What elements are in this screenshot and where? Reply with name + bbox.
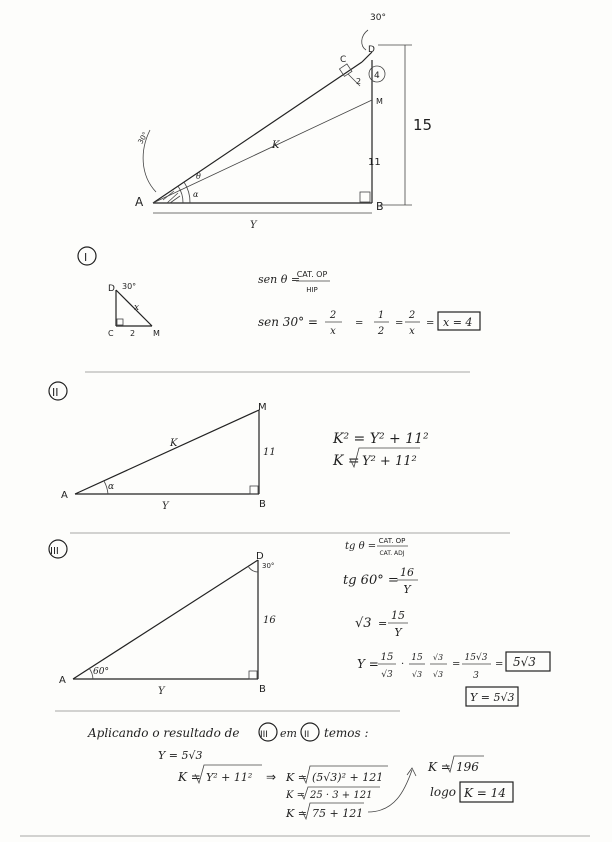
sqrt3-lhs: √3 xyxy=(355,616,372,631)
intro-ii: II xyxy=(304,730,310,740)
k3-rad: 25 · 3 + 121 xyxy=(310,790,373,801)
tri2-right-mark xyxy=(250,486,258,494)
tri3-b: B xyxy=(259,684,266,695)
tg-def-num: CAT. OP xyxy=(378,537,406,545)
tg-def-lhs: tg θ = xyxy=(345,541,377,552)
tri3-y: Y xyxy=(158,686,165,697)
intro-post: temos : xyxy=(324,726,369,740)
label-k: K xyxy=(272,140,280,151)
eq-a: = xyxy=(355,318,364,329)
y-f3-den: √3 xyxy=(432,670,444,679)
tri2-hyp xyxy=(75,410,259,494)
segment-am xyxy=(153,100,372,203)
small-tri-x: x xyxy=(134,303,140,313)
y-value: Y = 5√3 xyxy=(158,749,203,762)
k-result: K = 14 xyxy=(464,786,506,800)
tri3-16: 16 xyxy=(263,615,276,626)
tri3-angle-60: 60° xyxy=(93,667,109,677)
frac-a-den: x xyxy=(330,326,336,337)
roman-3: III xyxy=(50,546,59,557)
intro-iii: III xyxy=(260,730,268,740)
label-b: B xyxy=(376,200,384,213)
small-tri-m: M xyxy=(153,329,160,338)
angle-arc-alpha xyxy=(178,186,183,203)
section-3 xyxy=(49,537,550,706)
main-figure xyxy=(135,13,432,231)
y-lhs: Y = xyxy=(357,657,379,671)
label-15: 15 xyxy=(413,116,433,134)
sen30-lhs: sen 30° = xyxy=(258,315,318,329)
section-2 xyxy=(49,382,429,512)
roman-1: I xyxy=(84,251,88,264)
y-f4-den: 3 xyxy=(473,671,479,681)
tri2-a: A xyxy=(61,490,68,501)
tri3-d: D xyxy=(256,551,264,562)
tg60-num: 16 xyxy=(400,566,414,579)
roman-2: II xyxy=(52,386,59,399)
frac-a-num: 2 xyxy=(329,310,337,321)
y-eq2: = xyxy=(495,659,504,670)
tri3-angle-30: 30° xyxy=(262,562,275,570)
y-eq: = xyxy=(452,659,461,670)
label-angle-top: 30° xyxy=(370,13,386,23)
result-x: x = 4 xyxy=(443,316,473,329)
small-tri-2: 2 xyxy=(130,329,136,338)
tri2-m: M xyxy=(258,402,267,413)
y-result: Y = 5√3 xyxy=(470,691,515,704)
label-c: C xyxy=(340,55,347,65)
tri3-hyp xyxy=(73,560,258,679)
k5-rad: 196 xyxy=(456,760,479,774)
label-2: 2 xyxy=(356,77,362,86)
intro-em: em xyxy=(280,727,297,740)
label-m: M xyxy=(376,97,383,106)
eq-c: = xyxy=(426,318,435,329)
tri2-b: B xyxy=(259,499,266,510)
y-f3-num: √3 xyxy=(432,653,444,662)
tri3-right-mark xyxy=(249,671,257,679)
k4-rad: 75 + 121 xyxy=(312,807,364,820)
section-1 xyxy=(78,247,480,338)
tri2-k: K xyxy=(170,438,178,449)
small-tri-c: C xyxy=(108,329,114,338)
y-dot: · xyxy=(401,659,405,670)
sen-def-den: HIP xyxy=(306,286,318,294)
small-tri-angle: 30° xyxy=(122,282,137,291)
y-f1-den: √3 xyxy=(381,670,393,680)
k2-lhs: K = xyxy=(286,771,307,784)
y-f1-num: 15 xyxy=(380,652,394,663)
k5-lhs: K = xyxy=(428,760,451,774)
y-f2-num: 15 xyxy=(411,653,423,663)
pythag-eq2-lhs: K = xyxy=(333,453,360,469)
sqrt3-num: 15 xyxy=(391,609,405,622)
k2-rad: (5√3)² + 121 xyxy=(312,771,384,784)
y-f4-num: 15√3 xyxy=(464,653,488,663)
arrow-implies: ⇒ xyxy=(266,770,277,784)
tri3-angle-arc-30 xyxy=(248,566,258,572)
right-angle-mark-b xyxy=(360,192,370,202)
frac-c-num: 2 xyxy=(408,310,416,321)
frac-b-num: 1 xyxy=(377,310,385,321)
tg60-lhs: tg 60° = xyxy=(343,573,399,588)
k1-rad: Y² + 11² xyxy=(206,771,253,784)
label-y: Y xyxy=(250,220,257,231)
k4-lhs: K = xyxy=(286,807,307,820)
tri3-a: A xyxy=(59,675,66,686)
y-boxed: 5√3 xyxy=(513,655,536,669)
label-circled-4: 4 xyxy=(374,71,380,81)
k1-lhs: K = xyxy=(178,770,201,784)
k3-lhs: K = xyxy=(286,790,306,801)
tri2-y: Y xyxy=(162,501,169,512)
sqrt3-den: Y xyxy=(394,626,402,639)
intro-pre: Aplicando o resultado de xyxy=(88,726,240,740)
small-tri-right-mark xyxy=(117,319,123,325)
label-theta: θ xyxy=(196,172,201,181)
section-4 xyxy=(87,723,513,820)
angle-arc-theta xyxy=(184,182,190,203)
tg60-den: Y xyxy=(403,583,411,596)
tri2-alpha: α xyxy=(108,482,115,492)
pythag-eq2-rad: Y² + 11² xyxy=(362,454,417,469)
small-tri-d: D xyxy=(108,284,115,294)
label-angle-left: 30° xyxy=(136,130,150,146)
logo-word: logo xyxy=(430,785,456,799)
sen-def-num: CAT. OP xyxy=(296,270,328,279)
frac-b-den: 2 xyxy=(377,326,385,337)
pythag-eq1: K² = Y² + 11² xyxy=(333,431,429,447)
y-f2-den: √3 xyxy=(411,670,423,679)
tg-def-den: CAT. ADJ xyxy=(379,550,405,557)
label-a: A xyxy=(135,195,144,209)
label-d: D xyxy=(368,45,375,55)
eq-b: = xyxy=(395,318,404,329)
sen-def-lhs: sen θ = xyxy=(258,273,301,286)
sqrt3-eq: = xyxy=(378,617,388,630)
label-alpha: α xyxy=(193,190,199,199)
tri2-11: 11 xyxy=(263,447,276,458)
frac-c-den: x xyxy=(409,326,415,337)
label-11: 11 xyxy=(368,157,381,168)
